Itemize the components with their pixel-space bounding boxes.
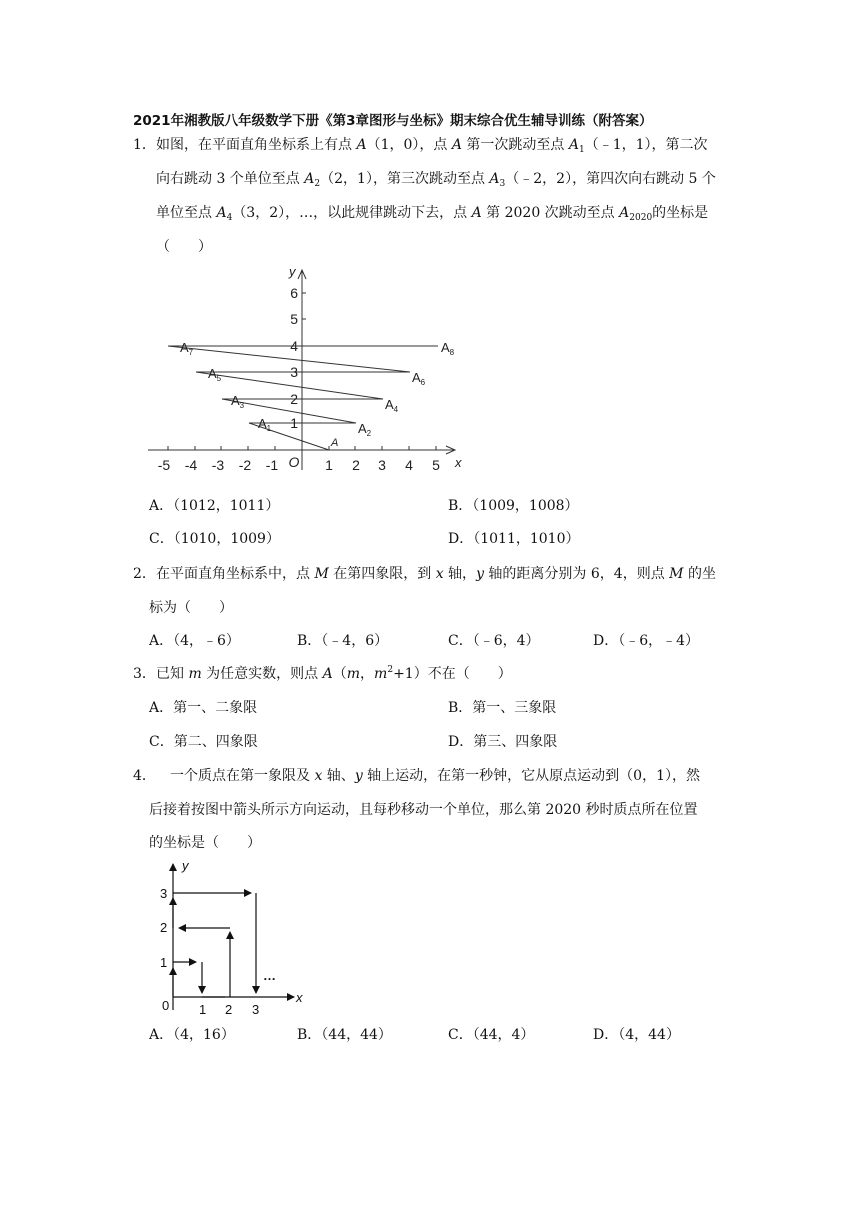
origin-label: O	[288, 454, 300, 470]
x-tick-label: 5	[432, 457, 440, 473]
y-tick-label: 3	[290, 364, 298, 380]
y-tick-label: 2	[160, 920, 168, 935]
origin-label: 0	[162, 998, 170, 1013]
y-tick-label: 6	[290, 285, 298, 301]
x-tick-label: -2	[238, 457, 252, 473]
q2-line-1: 在平面直角坐标系中，点 M 在第四象限，到 x 轴，y 轴的距离分别为 6，4，则点 M 的坐	[156, 566, 716, 582]
point-A8-label: $A_8$	[441, 340, 455, 357]
x-axis-label: x	[455, 455, 462, 470]
x-tick-label: 2	[352, 457, 360, 473]
x-tick-label: 1	[199, 1002, 207, 1017]
q1-option-b[interactable]: B．（1009，1008）	[448, 498, 579, 514]
x-tick-label: 4	[405, 457, 413, 473]
q1-option-a[interactable]: A．（1012，1011）	[149, 498, 280, 514]
point-A6-label: $A_6$	[412, 370, 426, 387]
x-tick-label: -1	[265, 457, 279, 473]
q1-option-c[interactable]: C．（1010，1009）	[149, 531, 280, 547]
q4-option-d[interactable]: D．（4，44）	[593, 1027, 680, 1043]
q1-answer-bracket: （ ）	[156, 239, 212, 255]
page-title: 2021年湘教版八年级数学下册《第3章图形与坐标》期末综合优生辅导训练（附答案）	[133, 113, 653, 129]
q1-line-3: 单位至点 $A_4(3$，2），…，以此规律跳动下去，点 A 第 2020 次跳动至点 $A_{2020}$的坐标是	[156, 205, 709, 223]
y-tick-label: 4	[290, 338, 298, 354]
y-tick-label: 3	[160, 886, 168, 901]
q4-line-1: 一个质点在第一象限及 x 轴、y 轴上运动，在第一秒钟，它从原点运动到（0，1），然	[156, 768, 700, 784]
q4-option-a[interactable]: A．（4，16）	[149, 1027, 235, 1043]
q4-line-3: 的坐标是（ ）	[149, 835, 261, 851]
q3-option-c[interactable]: C．第二、四象限	[149, 734, 258, 750]
x-tick-label: -5	[157, 457, 171, 473]
x-tick-label: -3	[211, 457, 225, 473]
point-A1-label: $A_1$	[258, 416, 272, 433]
point-A3-label: $A_3$	[231, 393, 245, 410]
y-tick-label: 5	[290, 311, 298, 327]
q1-number: 1．	[133, 137, 156, 153]
q3-line-1: 已知 m 为任意实数，则点 A（m，$m^2+1$）不在（ ）	[156, 665, 512, 682]
q3-number: 3．	[133, 666, 156, 682]
q2-line-2: 标为（ ）	[149, 600, 233, 616]
q4-option-c[interactable]: C．（44，4）	[448, 1027, 535, 1043]
point-A5-label: $A_5$	[208, 366, 222, 383]
point-A-label: A	[331, 437, 339, 449]
q2-option-d[interactable]: D．（﹣6，﹣4）	[593, 633, 700, 649]
x-tick-label: 1	[325, 457, 333, 473]
point-A2-label: $A_2$	[358, 421, 372, 438]
q1-line-1: 如图，在平面直角坐标系上有点 A（1，0），点 A 第一次跳动至点 $A_1(﹣1$，1），第二次	[156, 137, 708, 155]
q4-option-b[interactable]: B．（44，44）	[297, 1027, 392, 1043]
q3-option-a[interactable]: A．第一、二象限	[149, 700, 258, 716]
x-tick-label: 3	[252, 1002, 260, 1017]
x-tick-label: 2	[225, 1002, 233, 1017]
point-A4-label: $A_4$	[385, 397, 399, 414]
q4-number: 4．	[133, 768, 156, 784]
q3-option-d[interactable]: D．第三、四象限	[448, 734, 558, 750]
q3-option-b[interactable]: B．第一、三象限	[448, 700, 557, 716]
jump-path	[168, 346, 438, 450]
x-axis-label: x	[296, 990, 303, 1005]
q2-option-b[interactable]: B．（﹣4，6）	[297, 633, 389, 649]
q1-line-2: 向右跳动 3 个单位至点 $A_2(2$，1），第三次跳动至点 $A_3(﹣2$，2），第四次向右跳动 5 个	[156, 171, 716, 189]
q2-number: 2．	[133, 566, 156, 582]
y-tick-label: 1	[290, 415, 298, 431]
q2-option-c[interactable]: C．（﹣6，4）	[448, 633, 540, 649]
point-A7-label: $A_7$	[180, 340, 194, 357]
q4-path-figure	[150, 855, 310, 1020]
x-tick-label: 3	[378, 457, 386, 473]
y-tick-label: 2	[290, 391, 298, 407]
y-axis-label: y	[182, 858, 189, 873]
y-tick-label: 1	[160, 955, 168, 970]
continuation-ellipsis: …	[263, 968, 276, 983]
q2-option-a[interactable]: A．（4，﹣6）	[149, 633, 240, 649]
q1-option-d[interactable]: D．（1011，1010）	[448, 531, 580, 547]
x-tick-label: -4	[184, 457, 198, 473]
y-tick-marks	[302, 293, 306, 423]
q1-coordinate-figure	[140, 262, 480, 477]
q4-line-2: 后接着按图中箭头所示方向运动，且每秒移动一个单位，那么第 2020 秒时质点所在位置	[149, 802, 698, 818]
y-axis-label: y	[289, 264, 296, 279]
